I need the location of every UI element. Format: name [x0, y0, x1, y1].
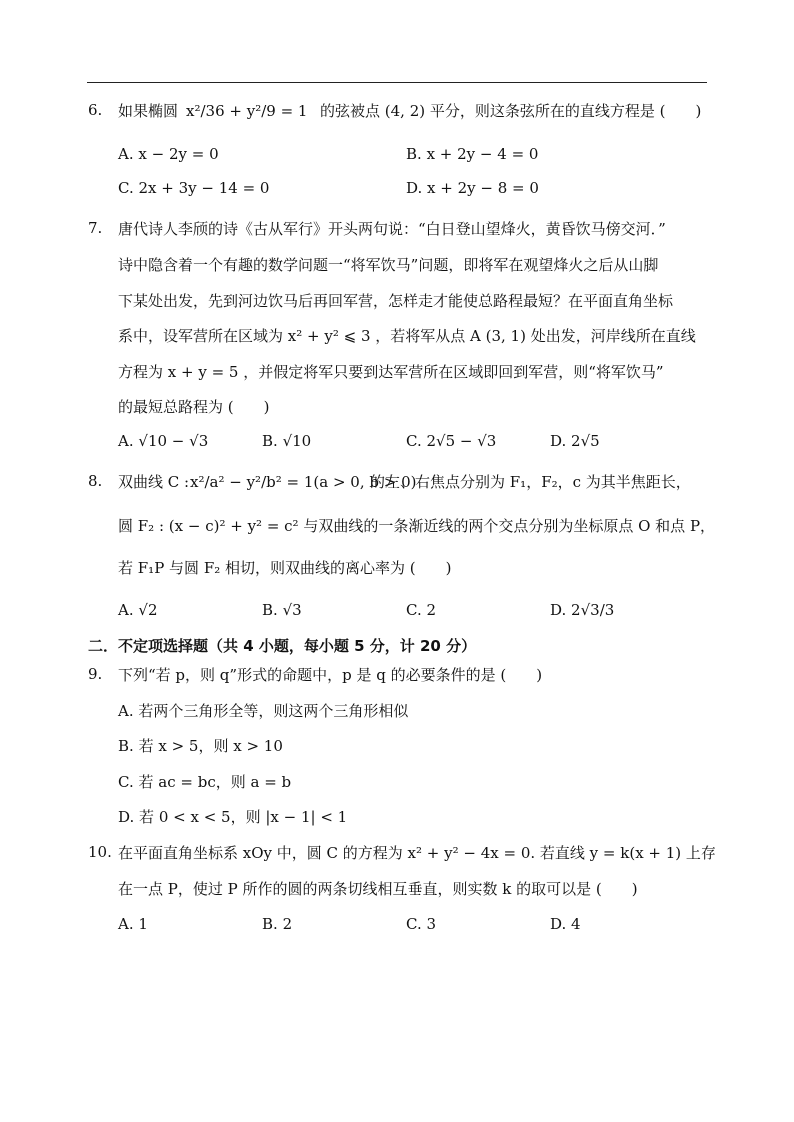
- q9-option-a: A. 若两个三角形全等，则这两个三角形相似: [118, 702, 409, 720]
- q10-line-2: 在一点 P，使过 P 所作的圆的两条切线相互垂直，则实数 k 的取可以是 ( ): [118, 880, 638, 898]
- q10-number: 10.: [88, 843, 112, 861]
- q10-option-d: D. 4: [550, 915, 581, 933]
- q7-line-2: 诗中隐含着一个有趣的数学问题一“将军饮马”问题，即将军在观望烽火之后从山脚: [118, 256, 659, 274]
- q10-option-b: B. 2: [262, 915, 293, 933]
- q8-number: 8.: [88, 472, 103, 490]
- q7-option-b: B. √10: [262, 432, 312, 450]
- q9-option-c: C. 若 ac = bc，则 a = b: [118, 773, 292, 791]
- q7-option-c: C. 2√5 − √3: [406, 432, 497, 450]
- q8-option-d: D. 2√3/3: [550, 601, 615, 619]
- header-rule: [87, 82, 707, 83]
- q8-option-a: A. √2: [118, 601, 158, 619]
- q8-option-c: C. 2: [406, 601, 437, 619]
- q6-stem-prefix: 如果椭圆: [118, 102, 179, 120]
- q10-option-c: C. 3: [406, 915, 437, 933]
- q10-option-a: A. 1: [118, 915, 148, 933]
- q9-option-d: D. 若 0 < x < 5，则 |x − 1| < 1: [118, 808, 348, 826]
- section-2-heading: 二．不定项选择题（共 4 小题，每小题 5 分，计 20 分）: [88, 637, 477, 655]
- q7-option-d: D. 2√5: [550, 432, 600, 450]
- q7-line-6: 的最短总路程为 ( ): [118, 398, 270, 416]
- q8-option-b: B. √3: [262, 601, 302, 619]
- q6-ellipse-equation: x²/36 + y²/9 = 1: [186, 102, 308, 120]
- q9-option-b: B. 若 x > 5，则 x > 10: [118, 737, 283, 755]
- q6-stem-suffix: 的弦被点 (4, 2) 平分，则这条弦所在的直线方程是 ( ): [320, 102, 702, 120]
- q6-option-b: B. x + 2y − 4 = 0: [406, 145, 539, 163]
- q7-number: 7.: [88, 219, 103, 237]
- q8-line-1-suffix: 的左、右焦点分别为 F₁，F₂，c 为其半焦距长，: [370, 473, 691, 491]
- q6-option-a: A. x − 2y = 0: [118, 145, 219, 163]
- q6-number: 6.: [88, 101, 103, 119]
- q9-stem: 下列“若 p，则 q”形式的命题中，p 是 q 的必要条件的是 ( ): [118, 666, 543, 684]
- q8-line-1-prefix: 双曲线 C :: [118, 473, 190, 491]
- q7-line-5: 方程为 x + y = 5 ，并假定将军只要到达军营所在区域即回到军营，则“将军饮马”: [118, 363, 664, 381]
- q8-line-2: 圆 F₂ : (x − c)² + y² = c² 与双曲线的一条渐近线的两个交点分别为坐标原点 O 和点 P，: [118, 517, 716, 535]
- q6-option-d: D. x + 2y − 8 = 0: [406, 179, 539, 197]
- q8-hyperbola-equation: x²/a² − y²/b² = 1(a > 0, b > 0): [190, 473, 417, 491]
- q7-line-3: 下某处出发，先到河边饮马后再回军营，怎样走才能使总路程最短？在平面直角坐标: [118, 292, 674, 310]
- q7-line-1: 唐代诗人李颀的诗《古从军行》开头两句说：“白日登山望烽火，黄昏饮马傍交河．”: [118, 220, 666, 238]
- q10-line-1: 在平面直角坐标系 xOy 中，圆 C 的方程为 x² + y² − 4x = 0. 若直线 y = k(x + 1) 上存: [118, 844, 716, 862]
- q8-line-3: 若 F₁P 与圆 F₂ 相切，则双曲线的离心率为 ( ): [118, 559, 452, 577]
- q9-number: 9.: [88, 665, 103, 683]
- q7-line-4: 系中，设军营所在区域为 x² + y² ⩽ 3 ，若将军从点 A (3, 1) 处出发，河岸线所在直线: [118, 327, 696, 345]
- q7-option-a: A. √10 − √3: [118, 432, 209, 450]
- q6-option-c: C. 2x + 3y − 14 = 0: [118, 179, 270, 197]
